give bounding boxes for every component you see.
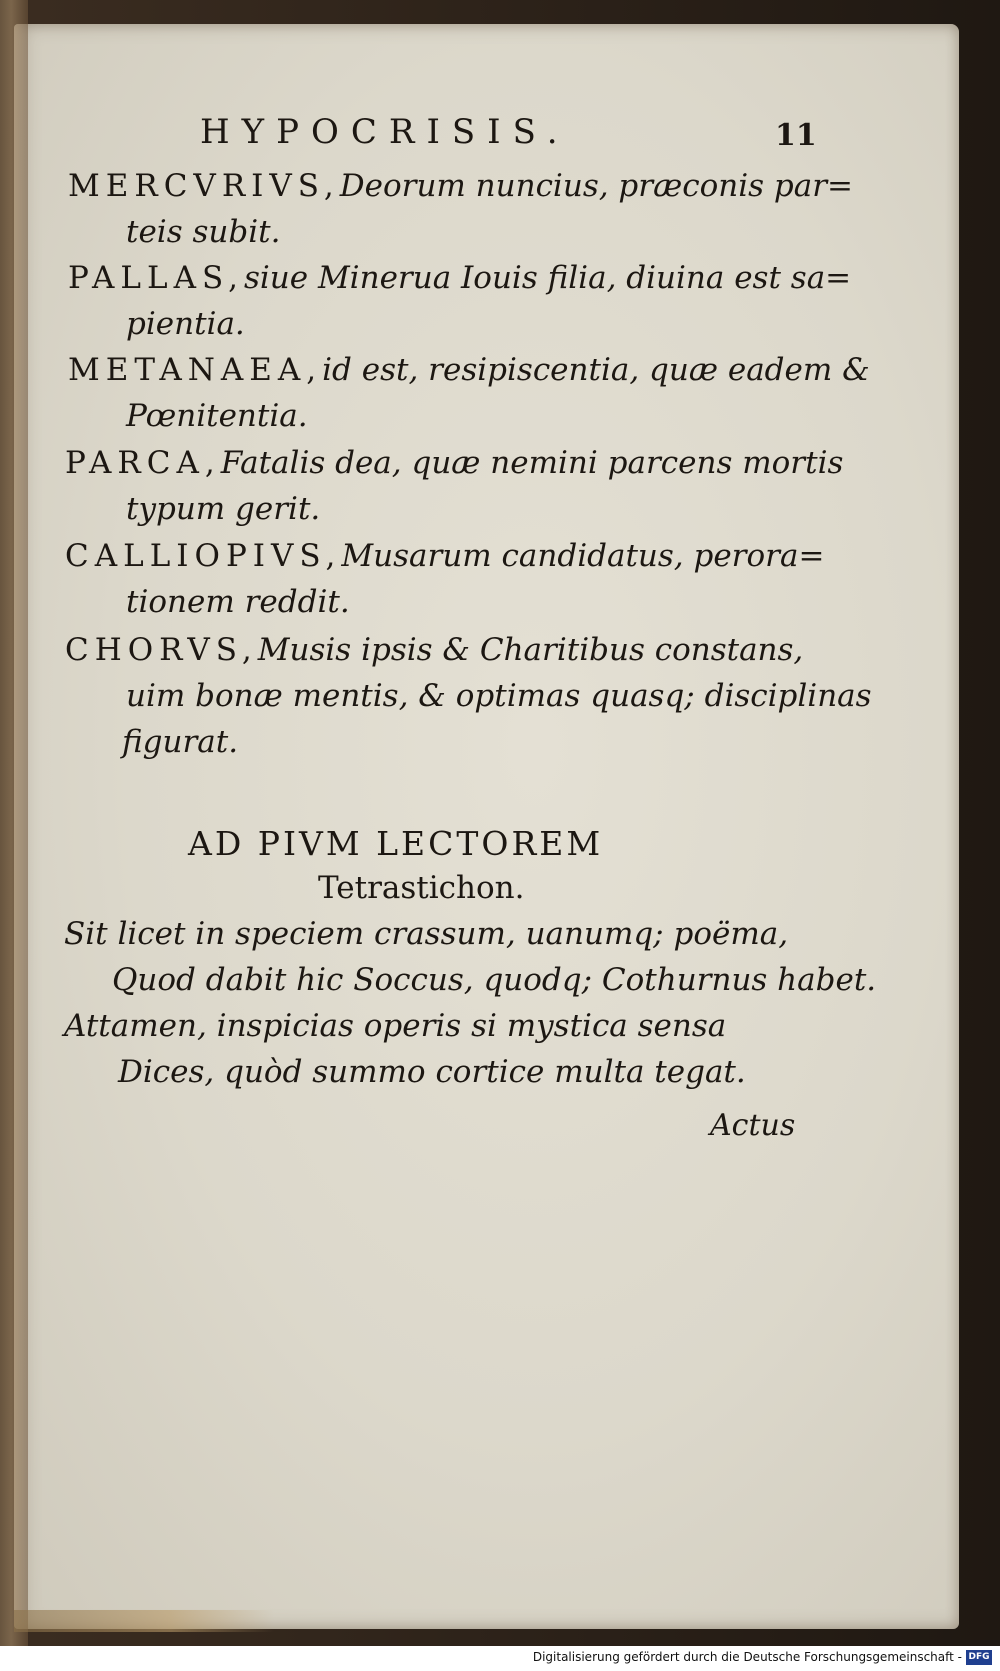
cast-name: PARCA, [65, 445, 221, 481]
cast-description: Musarum candidatus, perora= [341, 538, 825, 574]
page-number: 11 [775, 118, 817, 153]
verse-line: Attamen, inspicias operis si mystica sensa [64, 1008, 727, 1044]
cast-description: id est, resipiscentia, quæ eadem & [322, 352, 870, 388]
page-edge-stain [14, 1610, 274, 1632]
epigram-subheading: Tetrastichon. [318, 870, 525, 906]
cast-description: siue Minerua Iouis filia, diuina est sa= [243, 260, 852, 296]
cast-entry-line [65, 445, 843, 481]
cast-entry-continuation: teis subit. [126, 214, 281, 250]
dfg-logo: DFG [966, 1650, 992, 1665]
cast-name: METANAEA, [68, 352, 323, 388]
cast-entry-continuation: tionem reddit. [126, 584, 350, 620]
catchword: Actus [710, 1108, 796, 1143]
cast-entry-line [68, 168, 853, 204]
cast-name: CHORVS, [65, 632, 258, 668]
book-spine-edge [0, 0, 28, 1671]
cast-entry-line [65, 632, 803, 668]
cast-name: MERCVRIVS, [68, 168, 340, 204]
cast-entry-continuation: uim bonæ mentis, & optimas quasq; disciplinas [126, 678, 872, 714]
cast-entry-continuation: typum gerit. [126, 491, 321, 527]
cast-entry-line [68, 352, 870, 388]
verse-line: Dices, quòd summo cortice multa tegat. [118, 1054, 746, 1090]
cast-description: Musis ipsis & Charitibus constans, [257, 632, 804, 668]
cast-entry-continuation: Pœnitentia. [126, 398, 308, 434]
verse-line: Quod dabit hic Soccus, quodq; Cothurnus habet. [112, 962, 877, 998]
cast-description: Fatalis dea, quæ nemini parcens mortis [220, 445, 844, 481]
cast-name: CALLIOPIVS, [65, 538, 342, 574]
verse-line: Sit licet in speciem crassum, uanumq; poëma, [64, 916, 789, 952]
cast-entry-continuation: figurat. [122, 724, 239, 760]
epigram-heading: AD PIVM LECTOREM [188, 824, 604, 863]
cast-name: PALLAS, [68, 260, 244, 296]
footer-credit: Digitalisierung gefördert durch die Deutsche Forschungsgemeinschaft - [532, 1650, 962, 1664]
cast-entry-continuation: pientia. [126, 306, 245, 342]
cast-description: Deorum nuncius, præconis par= [339, 168, 854, 204]
cast-entry-line [65, 538, 824, 574]
running-head: HYPOCRISIS. [200, 112, 570, 152]
cast-entry-line [68, 260, 851, 296]
